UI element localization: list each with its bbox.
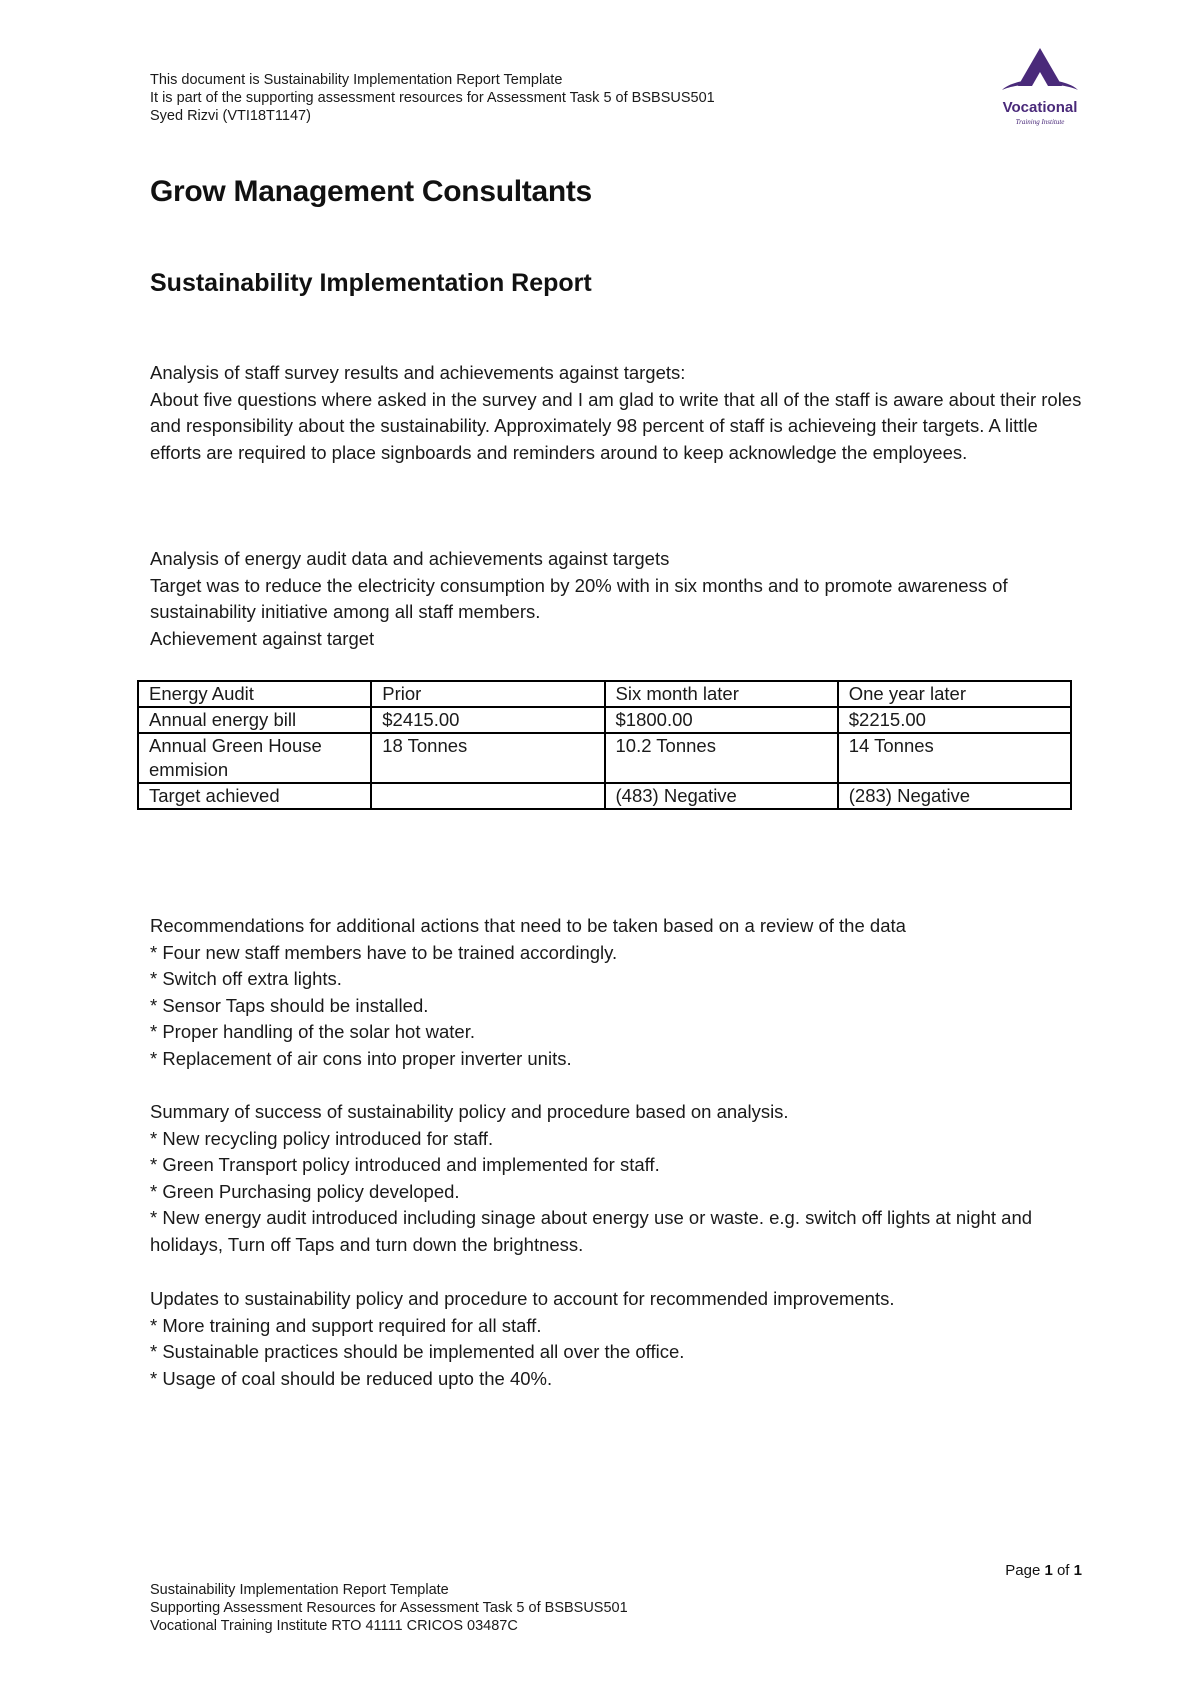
vocational-logo	[996, 46, 1084, 130]
table-cell: Annual Green House emmision	[138, 733, 371, 783]
achievement-label: Achievement against target	[150, 627, 375, 649]
list-item: * Four new staff members have to be trained accordingly.	[150, 941, 618, 963]
page-footer	[150, 1581, 628, 1635]
table-row	[138, 681, 1071, 707]
table-cell: (283) Negative	[838, 783, 1071, 809]
energy-section	[150, 546, 1090, 652]
table-row	[138, 707, 1071, 733]
list-item: * Green Purchasing policy developed.	[150, 1180, 460, 1202]
company-name: Grow Management Consultants	[150, 175, 592, 208]
energy-target: Target was to reduce the electricity consumption by 20% with in six months and to promote awareness of sustainability initiative among all staff members.	[150, 574, 1008, 622]
list-item: * Sensor Taps should be installed.	[150, 994, 429, 1016]
page-current: 1	[1044, 1562, 1053, 1579]
survey-body: About five questions where asked in the survey and I am glad to write that all of the staff is aware about their roles and responsibility about the sustainability. Approximately 98 percent of staff is achieveing their targets. A little efforts are required to place signboards and reminders around to keep acknowledge the employees.	[150, 388, 1082, 463]
table-cell: $1800.00	[605, 707, 838, 733]
table-cell: 14 Tonnes	[838, 733, 1071, 783]
table-cell: Six month later	[605, 681, 838, 707]
footer-line: Supporting Assessment Resources for Assessment Task 5 of BSBSUS501	[150, 1600, 628, 1616]
table-cell: $2215.00	[838, 707, 1071, 733]
energy-audit-table	[137, 680, 1072, 810]
page-header	[150, 71, 715, 125]
table-cell: Target achieved	[138, 783, 371, 809]
page-number	[1005, 1562, 1082, 1579]
updates-section	[150, 1286, 1090, 1392]
updates-heading: Updates to sustainability policy and procedure to account for recommended improvements.	[150, 1288, 895, 1309]
page-prefix: Page	[1005, 1562, 1045, 1579]
list-item: * Usage of coal should be reduced upto the 40%.	[150, 1367, 553, 1389]
list-item: * New energy audit introduced including sinage about energy use or waste. e.g. switch off lights at night and holidays, Turn off Taps and turn down the brightness.	[150, 1207, 1033, 1255]
page-of: of	[1052, 1562, 1074, 1579]
list-item: * Proper handling of the solar hot water.	[150, 1021, 475, 1042]
list-item: * Sustainable practices should be implemented all over the office.	[150, 1341, 685, 1362]
table-cell: Energy Audit	[138, 681, 371, 707]
table-cell: One year later	[838, 681, 1071, 707]
logo-subtext: Training Institute	[1015, 118, 1065, 126]
list-item: * More training and support required for all staff.	[150, 1314, 542, 1336]
footer-line: Sustainability Implementation Report Template	[150, 1582, 449, 1598]
survey-heading: Analysis of staff survey results and achievements against targets:	[150, 362, 686, 383]
table-cell: $2415.00	[371, 707, 604, 733]
logo-text: Vocational	[1002, 99, 1078, 116]
list-item: * New recycling policy introduced for staff.	[150, 1127, 494, 1149]
header-line: It is part of the supporting assessment resources for Assessment Task 5 of BSBSUS501	[150, 90, 715, 106]
list-item: * Replacement of air cons into proper inverter units.	[150, 1047, 572, 1069]
summary-section	[150, 1099, 1090, 1258]
footer-line: Vocational Training Institute RTO 41111 CRICOS 03487C	[150, 1618, 518, 1634]
list-item: * Switch off extra lights.	[150, 968, 342, 989]
energy-heading: Analysis of energy audit data and achievements against targets	[150, 548, 670, 569]
table-row	[138, 783, 1071, 809]
summary-heading: Summary of success of sustainability policy and procedure based on analysis.	[150, 1101, 789, 1122]
table-cell	[371, 783, 604, 809]
recommendations-section	[150, 913, 1090, 1072]
table-cell: Prior	[371, 681, 604, 707]
report-title: Sustainability Implementation Report	[150, 269, 592, 297]
page-total: 1	[1073, 1562, 1082, 1579]
list-item: * Green Transport policy introduced and implemented for staff.	[150, 1154, 660, 1175]
survey-section	[150, 360, 1090, 466]
header-line: Syed Rizvi (VTI18T1147)	[150, 108, 311, 124]
header-line: This document is Sustainability Implementation Report Template	[150, 72, 563, 88]
table-cell: (483) Negative	[605, 783, 838, 809]
table-row	[138, 733, 1071, 783]
table-cell: 10.2 Tonnes	[605, 733, 838, 783]
table-cell: 18 Tonnes	[371, 733, 604, 783]
table-cell: Annual energy bill	[138, 707, 371, 733]
recommendations-heading: Recommendations for additional actions that need to be taken based on a review of the data	[150, 915, 906, 936]
